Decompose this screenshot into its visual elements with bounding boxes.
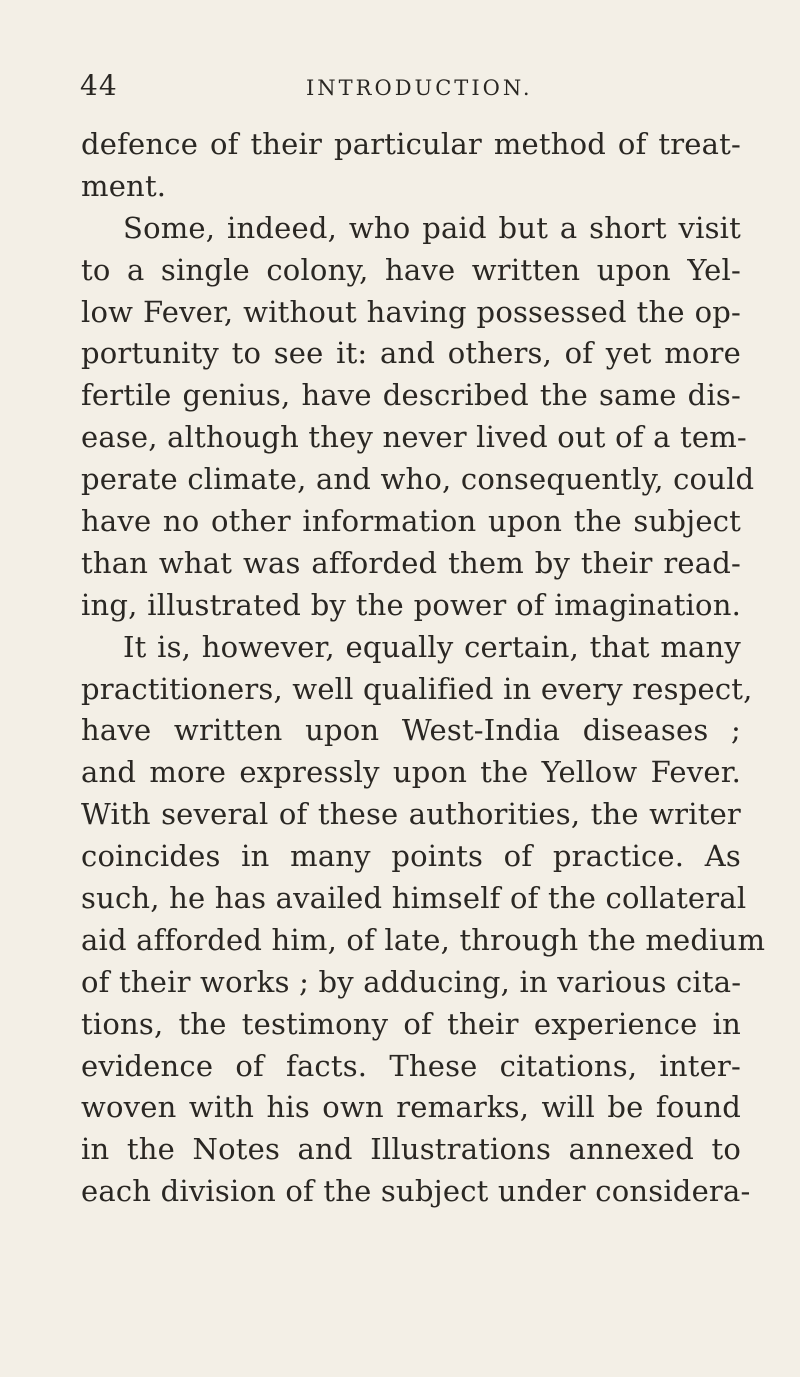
text-line: portunity to see it: and others, of yet more [81, 336, 741, 371]
text-line: coincides in many points of practice. As [81, 839, 741, 874]
text-line: tions, the testimony of their experience in [81, 1006, 741, 1041]
text-line: ing, illustrated by the power of imagination. [81, 587, 741, 622]
text-line: such, he has availed himself of the collateral [81, 881, 747, 916]
text-line: fertile genius, have described the same dis- [81, 378, 741, 413]
page-number: 44 [80, 69, 118, 102]
text-line: aid afforded him, of late, through the medium [81, 922, 766, 957]
text-line: have no other information upon the subject [81, 504, 741, 539]
text-line: each division of the subject under considera- [81, 1174, 751, 1209]
text-line: Some, indeed, who paid but a short visit [123, 210, 741, 245]
text-line: of their works ; by adducing, in various cita- [81, 964, 742, 999]
text-line: low Fever, without having possessed the op- [81, 294, 741, 329]
text-line: evidence of facts. These citations, inter- [81, 1048, 741, 1083]
text-line: It is, however, equally certain, that many [123, 629, 741, 664]
text-line: than what was afforded them by their read- [81, 545, 741, 580]
text-line: in the Notes and Illustrations annexed to [81, 1132, 741, 1167]
running-head: INTRODUCTION. [306, 76, 533, 100]
text-line: have written upon West-India diseases ; [81, 713, 741, 748]
text-line: to a single colony, have written upon Yel- [81, 252, 741, 287]
text-line: defence of their particular method of treat- [81, 127, 741, 161]
page-header [80, 66, 720, 106]
text-line: ment. [81, 168, 167, 203]
text-line: ease, although they never lived out of a tem- [81, 420, 747, 455]
text-line: and more expressly upon the Yellow Fever. [81, 755, 741, 790]
body-text [81, 124, 766, 1213]
text-line: practitioners, well qualified in every respect, [81, 671, 753, 706]
text-line: With several of these authorities, the writer [81, 797, 741, 832]
text-line: woven with his own remarks, will be found [81, 1090, 741, 1125]
text-line: perate climate, and who, consequently, could [81, 462, 755, 497]
